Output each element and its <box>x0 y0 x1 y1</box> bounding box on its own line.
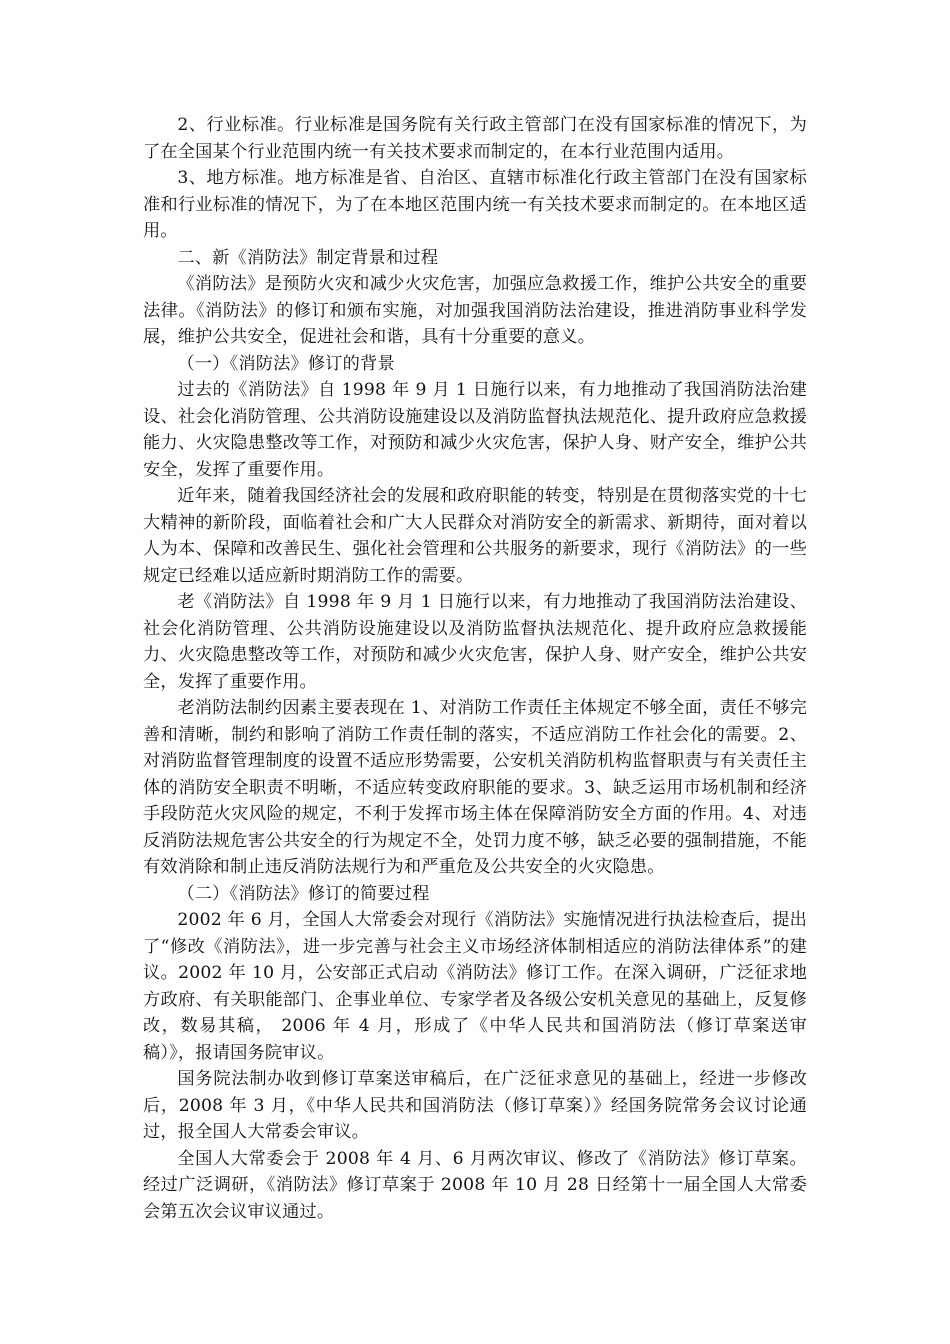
paragraph-old-fire-law: 老《消防法》自 1998 年 9 月 1 日施行以来，有力地推动了我国消防法治建设、社会化消防管理、公共消防设施建设以及消防监督执法规范化、提升政府应急救援能力、火灾隐患整改等工作，对预防和减少火灾危害，保护人身、财产安全，维护公共安全，发挥了重要作用。 <box>143 592 807 692</box>
section-heading-fire-law: 二、新《消防法》制定背景和过程 <box>177 247 439 268</box>
paragraph-recent-years: 近年来，随着我国经济社会的发展和政府职能的转变，特别是在贯彻落实党的十七大精神的新阶段，面临着社会和广大人民群众对消防安全的新需求、新期待，面对着以人为本、保障和改善民生、强化社会管理和公共服务的新要求，现行《消防法》的一些规定已经难以适应新时期消防工作的需要。 <box>143 486 807 586</box>
paragraph-local-standard: 3、地方标准。地方标准是省、自治区、直辖市标准化行政主管部门在没有国家标准和行业标准的情况下，为了在本地区范围内统一有关技术要求而制定的。在本地区适用。 <box>143 168 807 241</box>
subsection-heading-background: （一）《消防法》修订的背景 <box>177 353 395 374</box>
paragraph-industry-standard: 2、行业标准。行业标准是国务院有关行政主管部门在没有国家标准的情况下，为了在全国某个行业范围内统一有关技术要求而制定的，在本行业范围内适用。 <box>143 115 807 162</box>
paragraph-past-fire-law: 过去的《消防法》自 1998 年 9 月 1 日施行以来，有力地推动了我国消防法治建设、社会化消防管理、公共消防设施建设以及消防监督执法规范化、提升政府应急救援能力、火灾隐患整改等工作，对预防和减少火灾危害，保护人身、财产安全，维护公共安全，发挥了重要作用。 <box>143 380 807 480</box>
document-body <box>143 112 807 1225</box>
paragraph-state-council: 国务院法制办收到修订草案送审稿后，在广泛征求意见的基础上，经进一步修改后，2008 年 3 月，《中华人民共和国消防法（修订草案）》经国务院常务会议讨论通过，报全国人大常委会审议。 <box>143 1069 807 1142</box>
paragraph-npc-approval: 全国人大常委会于 2008 年 4 月、6 月两次审议、修改了《消防法》修订草案。经过广泛调研，《消防法》修订草案于 2008 年 10 月 28 日经第十一届全国人大常委会第五次会议审议通过。 <box>143 1148 807 1222</box>
paragraph-constraints: 老消防法制约因素主要表现在 1、对消防工作责任主体规定不够全面，责任不够完善和清晰，制约和影响了消防工作责任制的落实，不适应消防工作社会化的需要。2、对消防监督管理制度的设置不适应形势需要，公安机关消防机构监督职责与有关责任主体的消防安全职责不明晰，不适应转变政府职能的要求。3、缺乏运用市场机制和经济手段防范火灾风险的规定，不利于发挥市场主体在保障消防安全方面的作用。4、对违反消防法规危害公共安全的行为规定不全，处罚力度不够，缺乏必要的强制措施，不能有效消除和制止违反消防法规行为和严重危及公共安全的火灾隐患。 <box>143 698 807 877</box>
paragraph-2002-review: 2002 年 6 月，全国人大常委会对现行《消防法》实施情况进行执法检查后，提出了“修改《消防法》，进一步完善与社会主义市场经济体制相适应的消防法律体系”的建议。2002 年 10 月，公安部正式启动《消防法》修订工作。在深入调研，广泛征求地方政府、有关职能部门、企事业单位、专家学者及各级公安机关意见的基础上，反复修改，数易其稿， 2006 年 4 月，形成了《中华人民共和国消防法（修订草案送审稿）》，报请国务院审议。 <box>143 910 807 1063</box>
paragraph-fire-law-importance: 《消防法》是预防火灾和减少火灾危害，加强应急救援工作，维护公共安全的重要法律。《消防法》的修订和颁布实施，对加强我国消防法治建设，推进消防事业科学发展，维护公共安全，促进社会和谐，具有十分重要的意义。 <box>143 274 807 347</box>
subsection-heading-process: （二）《消防法》修订的简要过程 <box>177 883 430 904</box>
